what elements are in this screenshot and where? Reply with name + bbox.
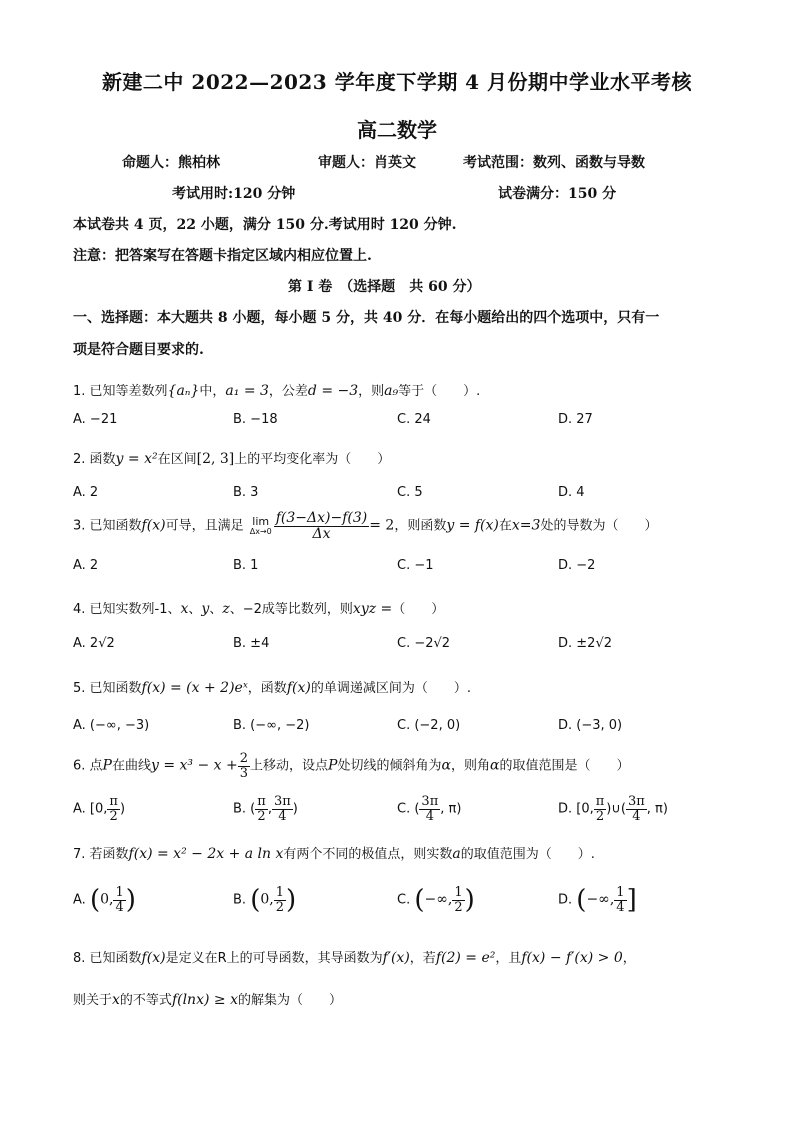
q1-option-a: A. −21 — [73, 412, 118, 427]
q8-math: x — [112, 992, 120, 1008]
q3-text: 在 — [498, 518, 512, 534]
q4-option-d: D. ±2√2 — [558, 636, 612, 651]
q6-d-den: 2 — [595, 808, 605, 824]
q6-d-text: D. [0, — [558, 801, 594, 817]
q6-b-fraction — [272, 795, 293, 823]
q6-c-text: , π) — [440, 801, 462, 817]
q8-text: ， — [622, 951, 636, 966]
q6-math: y = x³ − x + — [150, 757, 238, 774]
q4-math: xyz = — [352, 601, 393, 617]
q4-text: 4. 已知实数列-1、 — [73, 602, 181, 617]
q2-option-a: A. 2 — [73, 485, 99, 500]
q1-text: 1. 已知等差数列 — [73, 384, 168, 399]
q8-text: ，且 — [495, 951, 522, 966]
intro-line: 本试卷共 4 页，22 小题，满分 150 分.考试用时 120 分钟. — [73, 217, 457, 233]
q4-text: 、 — [188, 602, 202, 617]
q7-c-paren: ( — [414, 885, 425, 915]
q8-text: 的解集为（ ） — [237, 993, 342, 1008]
q7-math: a — [452, 846, 461, 862]
author: 命题人：熊柏林 — [122, 155, 220, 171]
q6-fraction — [238, 752, 250, 780]
reviewer: 审题人：肖英文 — [318, 155, 416, 171]
q6-math: α — [489, 757, 500, 774]
q8-math: f(x) − f′(x) > 0 — [521, 950, 623, 966]
q1-math: d = −3 — [307, 383, 359, 399]
q3-option-a: A. 2 — [73, 558, 99, 573]
q7-d-num: 1 — [616, 884, 625, 900]
q3-option-d: D. −2 — [558, 558, 596, 573]
q6-text: ，则角 — [450, 758, 490, 774]
q6-text: 上移动，设点 — [250, 758, 329, 774]
exam-duration: 考试用时:120 分钟 — [172, 186, 296, 202]
q4-text: （ ） — [392, 602, 445, 617]
q7-option-b — [233, 885, 296, 915]
q6-a-fraction — [107, 795, 120, 823]
q3-math: x=3 — [511, 517, 541, 534]
q5-option-a: A. (−∞, −3) — [73, 718, 150, 733]
q6-text: 处切线的倾斜角为 — [337, 758, 442, 774]
q6-c-num: 3π — [421, 794, 439, 809]
q4-option-b: B. ±4 — [233, 636, 270, 651]
q2-option-d: D. 4 — [558, 485, 585, 500]
q6-b-num: 3π — [273, 794, 291, 809]
question-8-cont — [73, 989, 342, 1008]
q1-option-b: B. −18 — [233, 412, 278, 427]
q3-math: f(x) — [141, 517, 166, 534]
question-8 — [73, 947, 636, 966]
q6-math: P — [328, 757, 338, 774]
q2-math: [2, 3] — [196, 451, 235, 467]
q5-text: 的单调递减区间为（ ）. — [310, 681, 471, 696]
q6-d-den: 4 — [632, 808, 641, 824]
q6-a-num: π — [109, 794, 118, 809]
q5-math: f(x) = (x + 2)eˣ — [141, 680, 248, 696]
q3-denominator: Δx — [312, 525, 331, 542]
q8-math: f(2) = e² — [435, 950, 496, 966]
q7-b-paren: ( — [250, 885, 261, 915]
q7-text: 有两个不同的极值点，则实数 — [283, 847, 453, 862]
q6-c-fraction — [419, 795, 440, 823]
q6-c-den: 4 — [425, 808, 434, 824]
question-1 — [73, 380, 480, 399]
q4-option-a: A. 2√2 — [73, 636, 115, 651]
q7-c-text: −∞, — [424, 891, 453, 908]
q6-b-text: ) — [292, 801, 298, 817]
q3-math: = 2 — [369, 517, 395, 534]
section-title: 第 I 卷 （选择题 共 60 分） — [288, 279, 481, 295]
q6-text: 的取值范围是（ ） — [499, 758, 630, 774]
q2-text: 在区间 — [157, 452, 197, 467]
q3-numerator: f(3−Δx)−f(3) — [275, 510, 368, 526]
q7-a-den: 4 — [115, 899, 124, 915]
q6-math: P — [102, 757, 112, 774]
q7-math: f(x) = x² − 2x + a ln x — [128, 846, 284, 862]
question-2 — [73, 448, 390, 467]
part-instructions-cont: 项是符合题目要求的. — [73, 342, 204, 358]
q6-d-text: , π) — [646, 801, 668, 817]
q7-b-label: B. — [233, 892, 247, 908]
q7-b-paren: ) — [286, 885, 297, 915]
q3-text: 处的导数为（ ） — [540, 518, 658, 534]
q1-text: 中， — [199, 384, 226, 399]
q7-c-den: 2 — [454, 899, 463, 915]
q7-c-num: 1 — [454, 884, 463, 900]
q1-math: {aₙ} — [167, 383, 200, 399]
q8-text: 的不等式 — [119, 993, 172, 1008]
q7-d-fraction — [614, 886, 626, 914]
q5-math: f(x) — [286, 680, 311, 696]
q3-fraction — [274, 511, 370, 541]
q7-text: 7. 若函数 — [73, 847, 129, 862]
q5-option-d: D. (−3, 0) — [558, 718, 623, 733]
q6-option-d — [558, 795, 668, 823]
q7-a-label: A. — [73, 892, 86, 908]
q3-lim-sub: Δx→0 — [249, 526, 272, 536]
q7-b-num: 1 — [275, 884, 284, 900]
q7-b-fraction — [274, 886, 286, 914]
q6-c-text: C. ( — [397, 801, 420, 817]
q7-c-paren: ) — [464, 885, 475, 915]
question-7 — [73, 843, 595, 862]
q2-text: 上的平均变化率为（ ） — [234, 452, 391, 467]
q8-text: 则关于 — [73, 993, 113, 1008]
q4-text: 、−2成等比数列，则 — [229, 602, 353, 617]
q7-d-text: −∞, — [586, 891, 615, 908]
q2-option-c: C. 5 — [397, 485, 423, 500]
q1-text: ，则 — [358, 384, 385, 399]
q7-option-d — [558, 885, 637, 915]
q2-math: y = x² — [115, 451, 158, 467]
q4-math: z — [222, 601, 230, 617]
q6-b-num: π — [257, 794, 266, 809]
q7-a-paren: ) — [125, 885, 136, 915]
q6-a-text: ) — [119, 801, 126, 817]
question-5 — [73, 677, 471, 696]
q7-a-fraction — [113, 886, 125, 914]
q5-option-b: B. (−∞, −2) — [233, 718, 310, 733]
q7-a-text: 0, — [100, 891, 114, 908]
q4-text: 、 — [209, 602, 223, 617]
q1-text: 等于（ ）. — [398, 384, 481, 399]
q7-a-num: 1 — [115, 884, 124, 900]
q8-text: 8. 已知函数 — [73, 951, 142, 966]
q5-text: ，函数 — [247, 681, 287, 696]
q5-option-c: C. (−2, 0) — [397, 718, 461, 733]
q3-option-b: B. 1 — [233, 558, 259, 573]
q6-option-a — [73, 795, 125, 823]
q3-limit — [250, 516, 272, 536]
q2-option-b: B. 3 — [233, 485, 259, 500]
q7-d-paren: ] — [626, 885, 637, 915]
q4-math: x — [180, 601, 189, 617]
q6-b-den: 4 — [278, 808, 287, 824]
q6-d-num: 3π — [627, 794, 645, 809]
part-instructions: 一、选择题：本大题共 8 小题，每小题 5 分，共 40 分．在每小题给出的四个选项中，只有一 — [73, 310, 660, 326]
q5-text: 5. 已知函数 — [73, 681, 142, 696]
q6-math: α — [441, 757, 451, 774]
q1-math: a₁ = 3 — [225, 383, 269, 399]
q6-d-text: )∪( — [606, 801, 626, 817]
q6-denominator: 3 — [239, 765, 249, 781]
q1-math: a₉ — [384, 383, 399, 399]
q8-math: f′(x) — [382, 950, 410, 966]
q8-math: f(x) — [141, 950, 166, 966]
q7-d-den: 4 — [616, 899, 625, 915]
exam-scope: 考试范围：数列、函数与导数 — [463, 155, 645, 171]
q6-a-text: A. [0, — [73, 801, 108, 817]
q7-c-label: C. — [397, 892, 411, 908]
q6-a-den: 2 — [109, 808, 118, 824]
exam-subtitle: 高二数学 — [357, 118, 437, 142]
q6-d-num: π — [595, 794, 605, 809]
q2-text: 2. 函数 — [73, 452, 116, 467]
question-3 — [73, 511, 657, 541]
q3-text: ，则函数 — [394, 518, 447, 534]
q8-text: 是定义在R上的可导函数，其导函数为 — [165, 951, 383, 966]
q7-option-c — [397, 885, 475, 915]
notice-line: 注意：把答案写在答题卡指定区域内相应位置上. — [73, 248, 372, 264]
q6-b-text: , — [267, 801, 272, 817]
q7-d-label: D. — [558, 892, 573, 908]
q6-option-b — [233, 795, 298, 823]
q7-option-a — [73, 885, 136, 915]
q6-b-fraction — [255, 795, 268, 823]
question-4 — [73, 598, 444, 617]
q6-text: 在曲线 — [111, 758, 151, 774]
q7-c-fraction — [452, 886, 464, 914]
q3-lim: lim — [252, 515, 270, 529]
q7-b-den: 2 — [275, 899, 284, 915]
q6-d-fraction — [626, 795, 647, 823]
q6-text: 6. 点 — [73, 758, 103, 774]
q3-option-c: C. −1 — [397, 558, 434, 573]
q7-a-paren: ( — [89, 885, 101, 915]
q6-b-text: B. ( — [233, 801, 256, 817]
q7-b-text: 0, — [260, 891, 274, 908]
q4-option-c: C. −2√2 — [397, 636, 451, 651]
q3-text: 3. 已知函数 — [73, 518, 142, 534]
q8-text: ，若 — [409, 951, 436, 966]
q6-numerator: 2 — [239, 751, 249, 766]
q6-d-fraction — [594, 795, 607, 823]
q7-text: 的取值范围为（ ）. — [460, 847, 595, 862]
full-score: 试卷满分：150 分 — [498, 186, 617, 202]
exam-title: 新建二中 2022—2023 学年度下学期 4 月份期中学业水平考核 — [101, 70, 693, 94]
q1-option-c: C. 24 — [397, 412, 431, 427]
q4-math: y — [201, 601, 210, 617]
q3-text: 可导，且满足 — [165, 518, 244, 534]
question-6 — [73, 752, 629, 780]
q1-text: ，公差 — [268, 384, 308, 399]
q1-option-d: D. 27 — [558, 412, 593, 427]
q7-d-paren: ( — [576, 885, 587, 915]
q6-option-c — [397, 795, 461, 823]
q3-math: y = f(x) — [446, 517, 499, 534]
q8-math: f(lnx) ≥ x — [171, 992, 238, 1008]
q6-b-den: 2 — [257, 808, 266, 824]
